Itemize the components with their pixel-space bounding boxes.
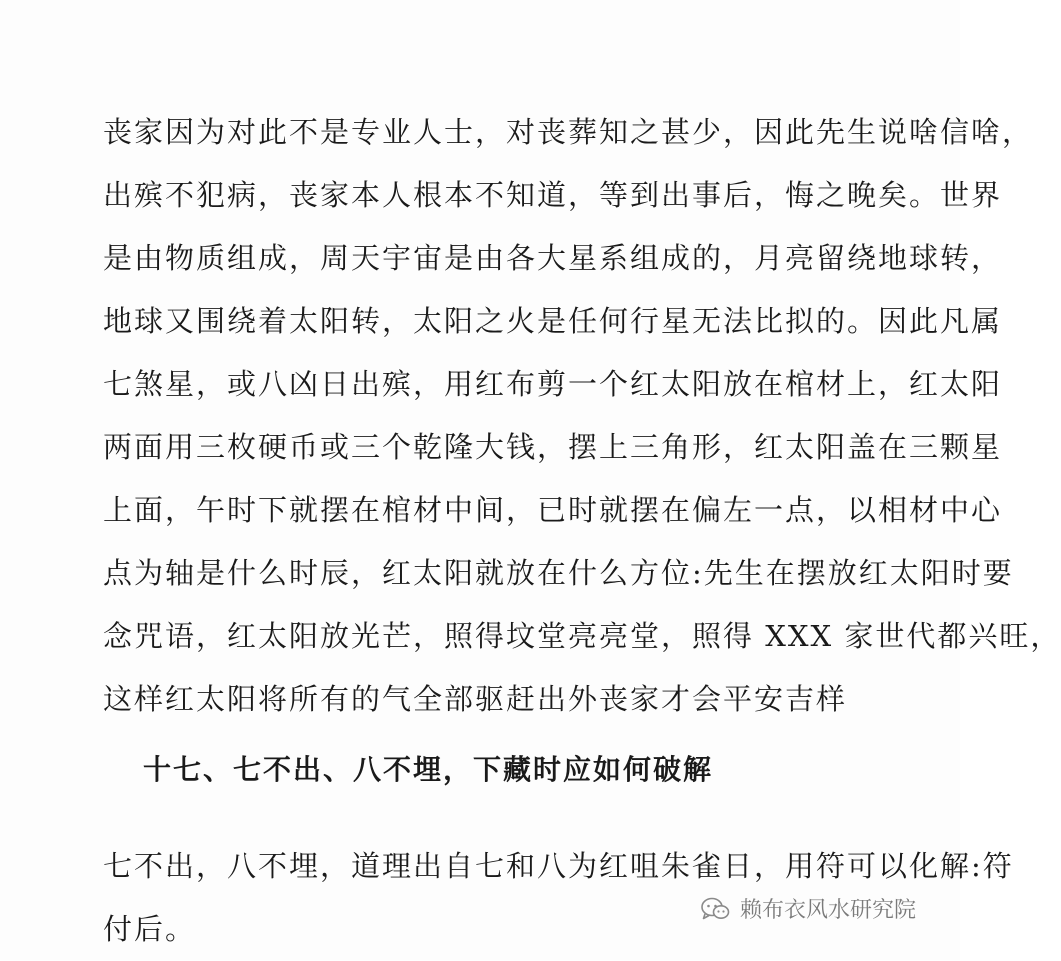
paragraph-1 [103, 101, 1061, 731]
text-line: 两面用三枚硬币或三个乾隆大钱，摆上三角形，红太阳盖在三颗星 [103, 430, 1003, 464]
text-line: 点为轴是什么时辰，红太阳就放在什么方位:先生在摆放红太阳时要 [103, 556, 1014, 590]
text-line: 出殡不犯病，丧家本人根本不知道，等到出事后，悔之晚矣。世界 [103, 178, 1003, 212]
text-line: 地球又围绕着太阳转，太阳之火是任何行星无法比拟的。因此凡属 [103, 304, 1003, 338]
text-line: 丧家因为对此不是专业人士，对丧葬知之甚少，因此先生说啥信啥， [103, 115, 1034, 149]
wechat-icon [700, 896, 730, 922]
text-line: 上面，午时下就摆在棺材中间，已时就摆在偏左一点，以相材中心 [103, 493, 1003, 527]
text-line: 七不出，八不埋，道理出自七和八为红咀朱雀日，用符可以化解:符 [103, 849, 1014, 883]
text-line: 这样红太阳将所有的气全部驱赶出外丧家才会平安吉样 [103, 682, 848, 716]
watermark-text: 赖布衣风水研究院 [740, 898, 917, 923]
section-heading: 十七、七不出、八不埋，下藏时应如何破解 [143, 753, 714, 786]
text-line: 付后。 [103, 912, 197, 946]
text-line: 念咒语，红太阳放光芒，照得坟堂亮亮堂，照得 XXX 家世代都兴旺， [103, 619, 1061, 653]
watermark [700, 893, 916, 924]
text-line: 是由物质组成，周天宇宙是由各大星系组成的，月亮留绕地球转， [103, 241, 1003, 275]
text-line: 七煞星，或八凶日出殡，用红布剪一个红太阳放在棺材上，红太阳 [103, 367, 1003, 401]
